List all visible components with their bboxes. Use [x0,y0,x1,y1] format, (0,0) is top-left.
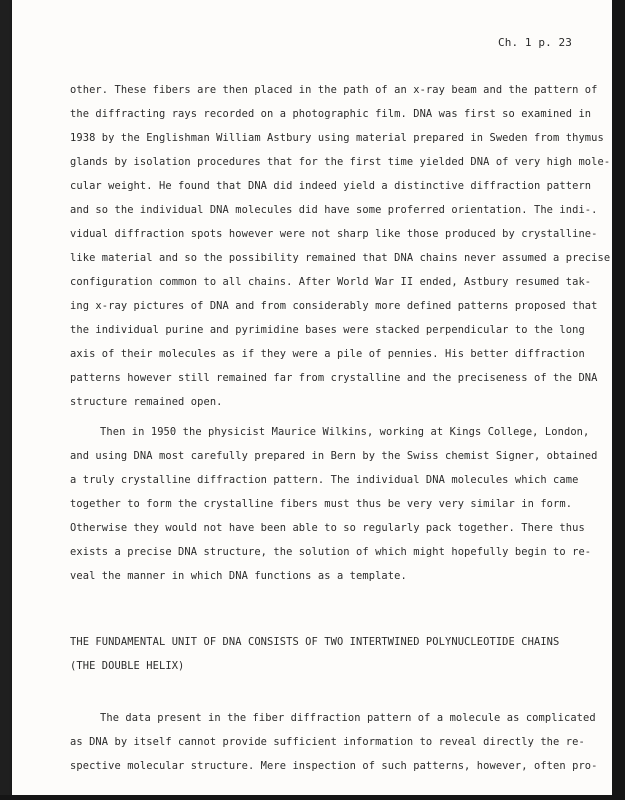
paragraph-2-line-2: and using DNA most carefully prepared in Bern by the Swiss chemist Signer, obtained [70,450,598,462]
section-heading-line-2: (THE DOUBLE HELIX) [70,660,185,672]
scan-border-bottom [0,795,625,800]
paragraph-1-line-2: the diffracting rays recorded on a photographic film. DNA was first so examined in [70,108,592,120]
paragraph-1-line-9: configuration common to all chains. After World War II ended, Astbury resumed tak- [70,276,592,288]
paragraph-1-line-3: 1938 by the Englishman William Astbury using material prepared in Sweden from thymus [70,132,604,144]
paragraph-1-line-14: structure remained open. [70,396,223,408]
paragraph-1-line-8: like material and so the possibility remained that DNA chains never assumed a precise [70,252,611,264]
paragraph-2-line-1: Then in 1950 the physicist Maurice Wilkins, working at Kings College, London, [100,426,590,438]
paragraph-3-line-2: as DNA by itself cannot provide sufficient information to reveal directly the re- [70,736,585,748]
paragraph-2-line-7: veal the manner in which DNA functions as a template. [70,570,407,582]
paragraph-3-line-1: The data present in the fiber diffraction pattern of a molecule as complicated [100,712,596,724]
paragraph-1-line-13: patterns however still remained far from crystalline and the preciseness of the DNA [70,372,598,384]
paragraph-3-line-3: spective molecular structure. Mere inspection of such patterns, however, often pro- [70,760,598,772]
paragraph-2-line-4: together to form the crystalline fibers must thus be very very similar in form. [70,498,573,510]
paragraph-1-line-6: and so the individual DNA molecules did have some proferred orientation. The indi-. [70,204,598,216]
paragraph-1-line-5: cular weight. He found that DNA did indeed yield a distinctive diffraction pattern [70,180,592,192]
typewritten-page [12,0,612,795]
section-heading-line-1: THE FUNDAMENTAL UNIT OF DNA CONSISTS OF TWO INTERTWINED POLYNUCLEOTIDE CHAINS [70,636,560,648]
paragraph-1-line-12: axis of their molecules as if they were a pile of pennies. His better diffraction [70,348,585,360]
paragraph-1-line-10: ing x-ray pictures of DNA and from considerably more defined patterns proposed that [70,300,598,312]
paragraph-2-line-5: Otherwise they would not have been able to so regularly pack together. There thus [70,522,585,534]
paragraph-1-line-4: glands by isolation procedures that for the first time yielded DNA of very high mole- [70,156,611,168]
paragraph-2-line-3: a truly crystalline diffraction pattern. The individual DNA molecules which came [70,474,579,486]
paragraph-1-line-11: the individual purine and pyrimidine bases were stacked perpendicular to the long [70,324,585,336]
paragraph-2-line-6: exists a precise DNA structure, the solution of which might hopefully begin to re- [70,546,592,558]
scan-border-right [612,0,625,800]
paragraph-1-line-7: vidual diffraction spots however were not sharp like those produced by crystalline- [70,228,598,240]
page-number: Ch. 1 p. 23 [498,36,572,49]
paragraph-1-line-1: other. These fibers are then placed in the path of an x-ray beam and the pattern of [70,84,598,96]
